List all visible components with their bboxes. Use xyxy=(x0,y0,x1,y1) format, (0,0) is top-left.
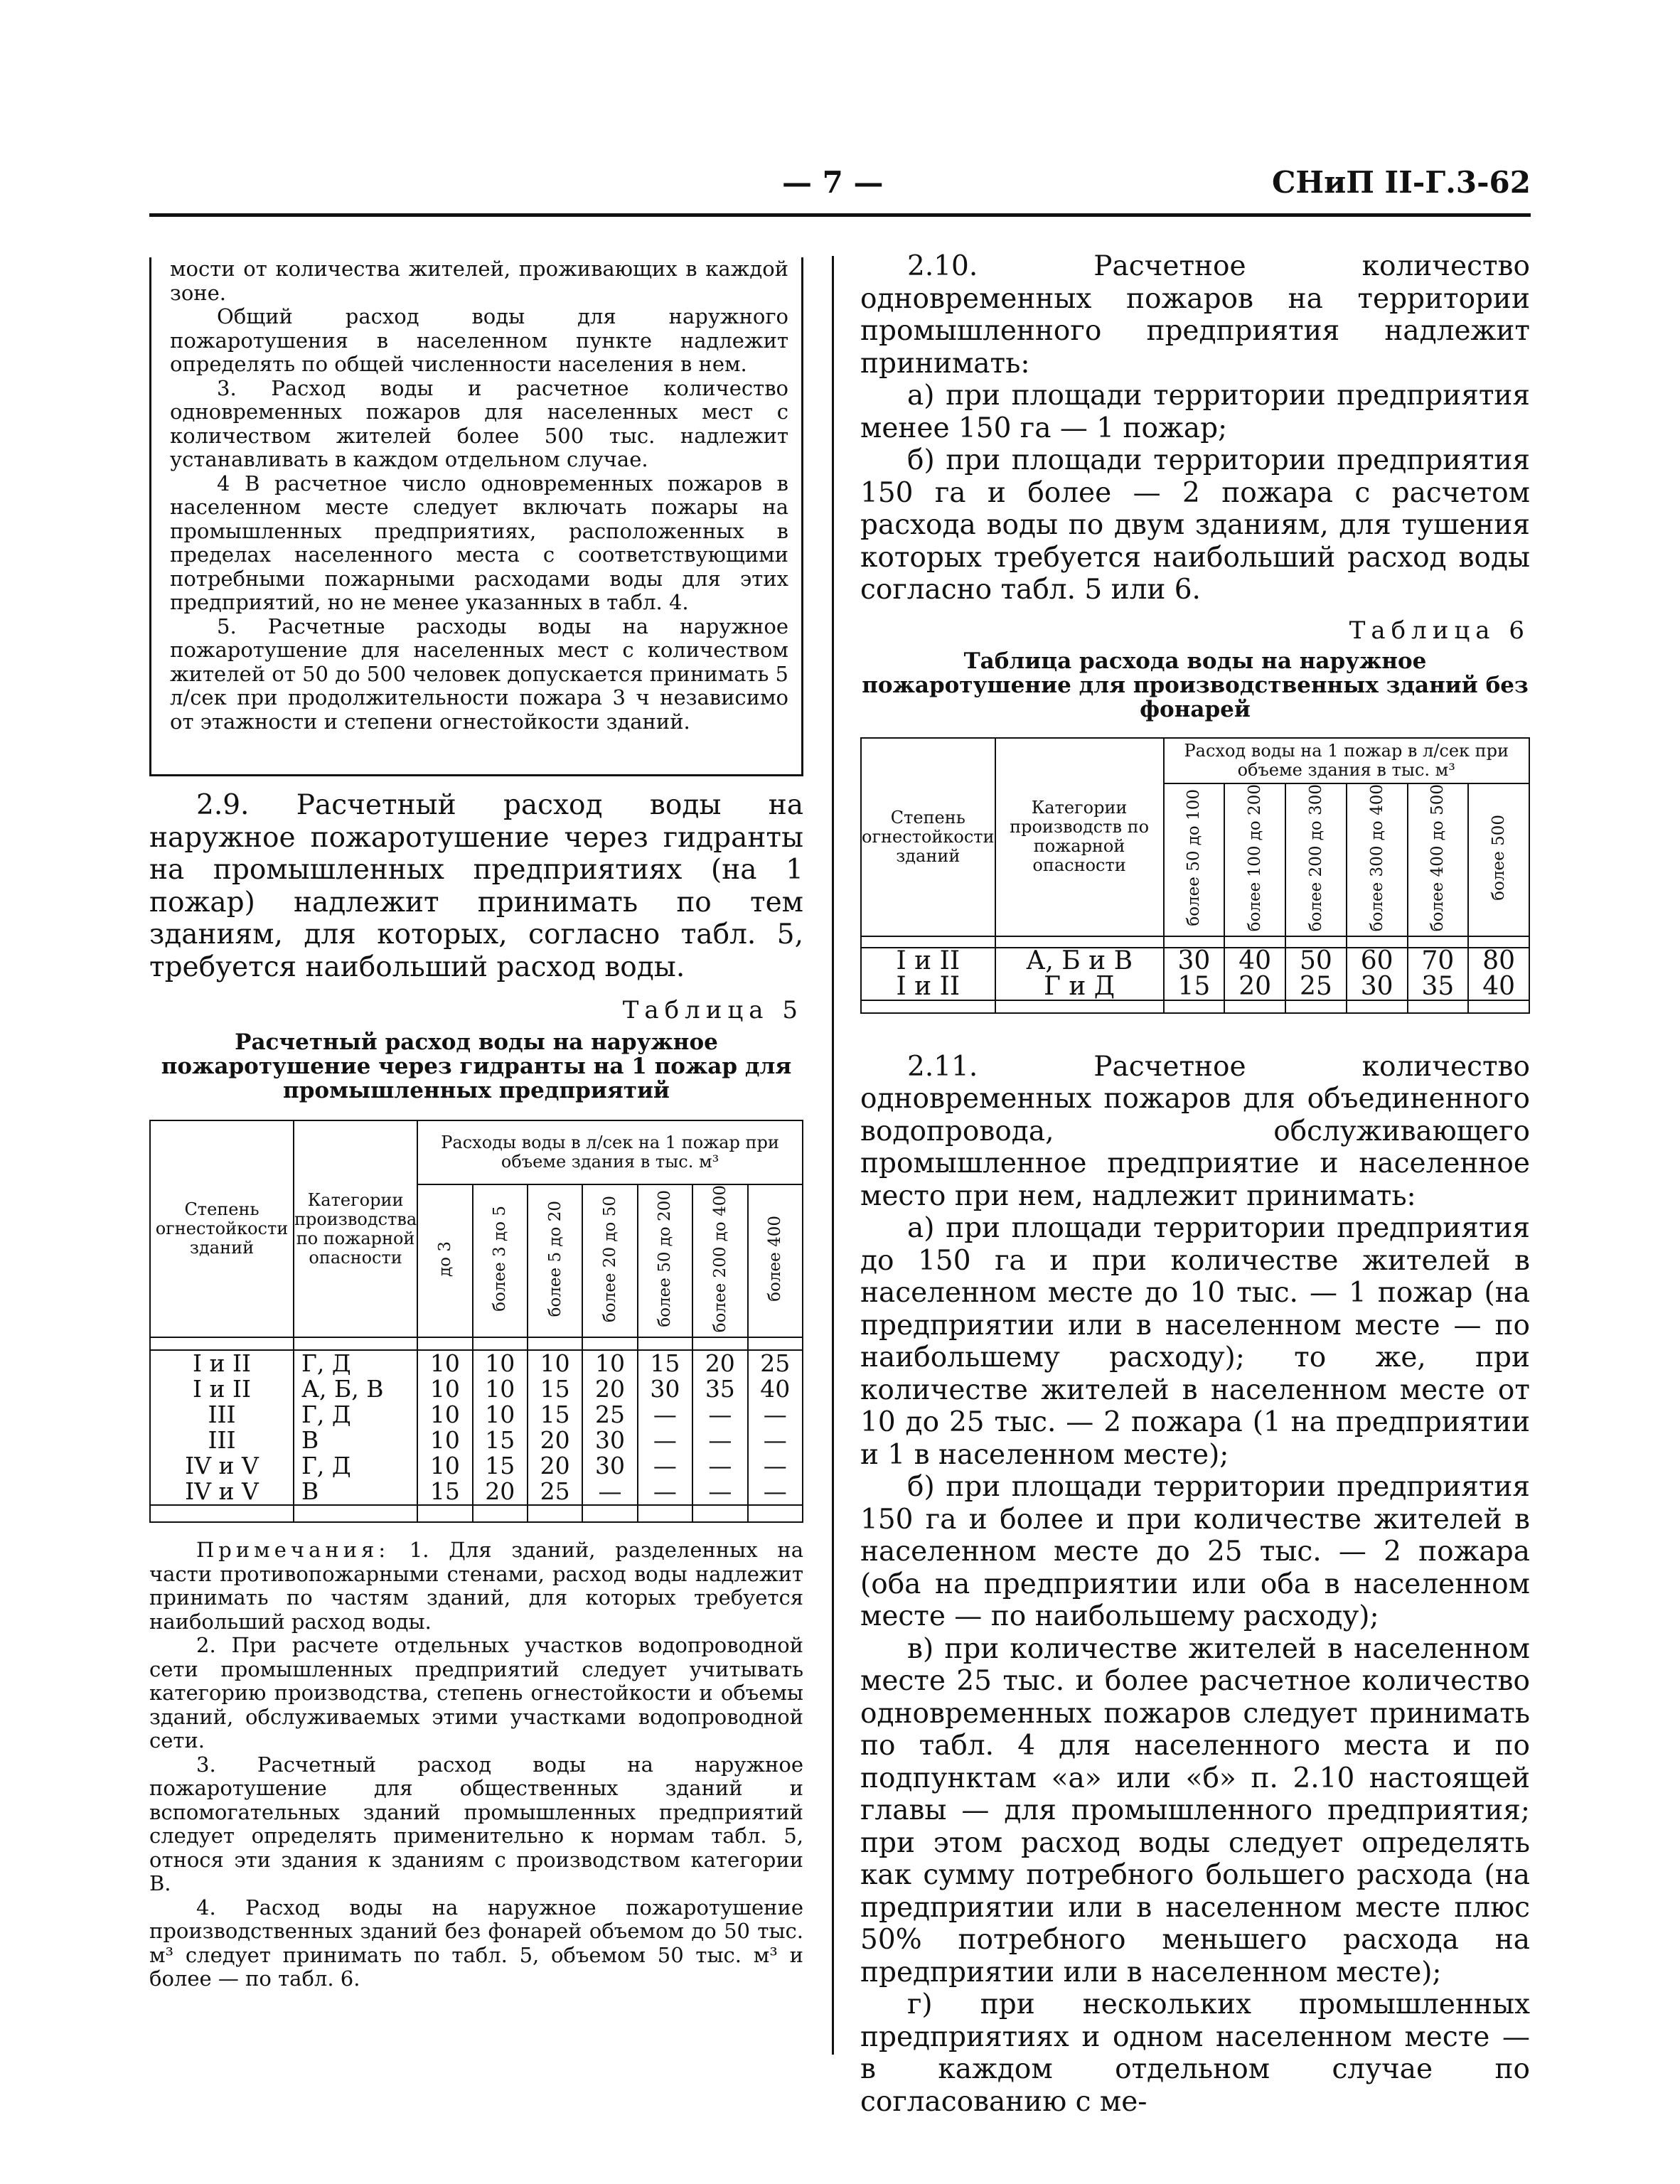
table5-subcol-label: более 400 xyxy=(766,1216,785,1302)
right-column xyxy=(860,250,1530,2118)
table6-cell-value: 15 xyxy=(1164,974,1225,1000)
table6-subcol-label: более 100 до 200 xyxy=(1246,783,1265,931)
table6-cell-value: 25 xyxy=(1285,974,1347,1000)
table5-cell-degree: IV и V xyxy=(150,1479,294,1505)
table5-cell-category: А, Б, В xyxy=(294,1376,417,1402)
paragraph-2-11-d: г) при нескольких промышленных предприятиях и одном населенном месте — в каждом отдельном случае по согласованию с ме- xyxy=(860,1988,1530,2118)
column-divider xyxy=(832,256,834,2055)
table6-cell-degree: I и II xyxy=(861,974,995,1000)
table5-subcol-label: более 3 до 5 xyxy=(491,1206,510,1312)
table5-cell-value: — xyxy=(748,1428,803,1453)
table5-cell-degree: IV и V xyxy=(150,1453,294,1479)
table6-cell-category: Г и Д xyxy=(995,974,1164,1000)
table5-cell-value: 15 xyxy=(473,1428,528,1453)
table5-cell-value: 10 xyxy=(417,1402,472,1428)
table6-cell-value: 30 xyxy=(1164,948,1225,974)
table5-cell-value: 25 xyxy=(582,1402,637,1428)
note-4: 4. Расход воды на наружное пожаротушение производственных зданий без фонарей объемом до 50 тыс. м³ следует принимать по табл. 5, объемом 50 тыс. м³ и более — по табл. 6. xyxy=(149,1895,803,1991)
table5-notes xyxy=(149,1538,803,1991)
box-paragraph: 4 В расчетное число одновременных пожаров в населенном месте следует включать пожары на промышленных предприятиях, расположенных в пределах населенного места с соответствующими потребными пожарными расходами воды для этих предприятий, но не менее указанных в табл. 4. xyxy=(170,471,788,614)
note-2: 2. При расчете отдельных участков водопроводной сети промышленных предприятий следует учитывать категорию производства, степень огнестойкости и объемы зданий, обслуживаемых этими участками водопроводной сети. xyxy=(149,1633,803,1753)
table6-cell-value: 40 xyxy=(1224,948,1285,974)
table5-subcol xyxy=(582,1184,637,1337)
table6-title: Таблица расхода воды на наружное пожаротушение для производственных зданий без фонарей xyxy=(862,648,1529,722)
table5-cell-value: — xyxy=(692,1428,747,1453)
table5-subcol-label: более 200 до 400 xyxy=(710,1185,729,1333)
table5-cell-degree: I и II xyxy=(150,1350,294,1376)
table5-subcol-label: более 20 до 50 xyxy=(601,1195,620,1322)
table5-cell-category: Г, Д xyxy=(294,1402,417,1428)
table6-subcol xyxy=(1408,783,1469,936)
table-5 xyxy=(149,1120,803,1523)
table6-cell-value: 40 xyxy=(1468,974,1529,1000)
table5-cell-value: 25 xyxy=(528,1479,582,1505)
table5-cell-value: — xyxy=(692,1479,747,1505)
table5-cell-value: — xyxy=(692,1453,747,1479)
table5-cell-value: 10 xyxy=(473,1350,528,1376)
page-number: — 7 — xyxy=(782,165,884,200)
table5-cell-value: 10 xyxy=(417,1428,472,1453)
table5-cell-value: 15 xyxy=(528,1376,582,1402)
table5-cell-value: 10 xyxy=(582,1350,637,1376)
table5-cell-value: 15 xyxy=(528,1402,582,1428)
table5-cell-category: В xyxy=(294,1428,417,1453)
table5-cell-value: 30 xyxy=(638,1376,692,1402)
table5-subcol xyxy=(417,1184,472,1337)
table6-col-group: Расход воды на 1 пожар в л/сек при объеме здания в тыс. м³ xyxy=(1164,738,1529,783)
header-rule xyxy=(149,213,1531,217)
paragraph-2-9: 2.9. Расчетный расход воды на наружное пожаротушение через гидранты на промышленных предприятиях (на 1 пожар) надлежит принимать по тем зданиям, для которых, согласно табл. 5, требуется наибольший расход воды. xyxy=(149,789,803,983)
table5-cell-value: 20 xyxy=(582,1376,637,1402)
table5-cell-value: 15 xyxy=(473,1453,528,1479)
table6-subcol-label: более 200 до 300 xyxy=(1306,783,1325,931)
paragraph-2-11-a: а) при площади территории предприятия до 150 га и при количестве жителей в населенном месте до 10 тыс. — 1 пожар (на предприятии или в населенном месте — по наибольшему расходу); то же, при количестве жителей в населенном месте от 10 до 25 тыс. — 2 пожара (1 на предприятии и 1 в населенном месте); xyxy=(860,1212,1530,1471)
table6-cell-value: 70 xyxy=(1408,948,1469,974)
table6-cell-category: А, Б и В xyxy=(995,948,1164,974)
table5-cell-value: — xyxy=(692,1402,747,1428)
table5-cell-category: Г, Д xyxy=(294,1350,417,1376)
table5-cell-value: — xyxy=(638,1402,692,1428)
table5-row xyxy=(150,1402,803,1428)
box-paragraph: 5. Расчетные расходы воды на наружное пожаротушение для населенных мест с количеством жителей от 50 до 500 человек допускается принимать 5 л/сек при продолжительности пожара 3 ч независимо от этажности и степени огнестойкости зданий. xyxy=(170,614,788,734)
table5-cell-value: — xyxy=(582,1479,637,1505)
table6-subcol-label: более 50 до 100 xyxy=(1184,788,1204,926)
table5-cell-value: 10 xyxy=(473,1402,528,1428)
paragraph-2-10: 2.10. Расчетное количество одновременных пожаров на территории промышленного предприятия надлежит принимать: xyxy=(860,250,1530,380)
table5-cell-value: 25 xyxy=(748,1350,803,1376)
table6-subcol xyxy=(1285,783,1347,936)
table5-subcol xyxy=(692,1184,747,1337)
table5-row xyxy=(150,1428,803,1453)
table5-cell-category: Г, Д xyxy=(294,1453,417,1479)
paragraph-2-11-b: б) при площади территории предприятия 150 га и более и при количестве жителей в населенном месте до 25 тыс. — 2 пожара (оба на предприятии или оба в населенном месте — по наибольшему расходу); xyxy=(860,1471,1530,1633)
table6-caption: Таблица 6 xyxy=(1349,616,1530,645)
table5-caption: Таблица 5 xyxy=(622,996,803,1024)
table6-subcol-label: более 500 xyxy=(1489,814,1509,901)
table5-cell-value: — xyxy=(748,1479,803,1505)
table6-subcol xyxy=(1468,783,1529,936)
table5-col-category: Категории производства по пожарной опасности xyxy=(294,1120,417,1337)
table5-cell-value: 35 xyxy=(692,1376,747,1402)
table5-row xyxy=(150,1453,803,1479)
table5-cell-value: 30 xyxy=(582,1428,637,1453)
table6-row xyxy=(861,974,1529,1000)
table5-subcol-label: более 5 до 20 xyxy=(545,1200,565,1317)
table5-cell-value: 10 xyxy=(417,1376,472,1402)
table5-cell-degree: III xyxy=(150,1402,294,1428)
table5-row xyxy=(150,1350,803,1376)
table5-subcol-label: более 50 до 200 xyxy=(656,1190,675,1327)
box-paragraph: 3. Расход воды и расчетное количество одновременных пожаров для населенных мест с количеством жителей более 500 тыс. надлежит устанавливать в каждом отдельном случае. xyxy=(170,375,788,471)
box-paragraph: Общий расход воды для наружного пожаротушения в населенном пункте надлежит определять по общей численности населения в нем. xyxy=(170,304,788,376)
table6-subcol-label: более 300 до 400 xyxy=(1367,783,1386,931)
paragraph-2-10-b: б) при площади территории предприятия 150 га и более — 2 пожара с расчетом расхода воды по двум зданиям, для тушения которых требуется наибольший расход воды согласно табл. 5 или 6. xyxy=(860,444,1530,606)
table5-subcol-label: до 3 xyxy=(435,1241,454,1277)
table5-cell-value: 10 xyxy=(473,1376,528,1402)
table5-cell-value: 30 xyxy=(582,1453,637,1479)
table5-cell-value: 20 xyxy=(528,1453,582,1479)
table5-cell-degree: III xyxy=(150,1428,294,1453)
table5-row xyxy=(150,1479,803,1505)
table-6 xyxy=(860,737,1530,1014)
table6-row xyxy=(861,948,1529,974)
table6-subcol-label: более 400 до 500 xyxy=(1428,783,1448,931)
table6-col-category: Категории производств по пожарной опасности xyxy=(995,738,1164,936)
table5-cell-value: 15 xyxy=(417,1479,472,1505)
table6-cell-value: 50 xyxy=(1285,948,1347,974)
table5-col-degree: Степень огнестойкости зданий xyxy=(150,1120,294,1337)
table6-cell-degree: I и II xyxy=(861,948,995,974)
paragraph-2-11: 2.11. Расчетное количество одновременных пожаров для объединенного водопровода, обслуживающего промышленное предприятие и населенное место при нем, надлежит принимать: xyxy=(860,1050,1530,1212)
table6-cell-value: 60 xyxy=(1347,948,1408,974)
note-3: 3. Расчетный расход воды на наружное пожаротушение для общественных зданий и вспомогательных зданий промышленных предприятий следует определять применительно к нормам табл. 5, относя эти здания к зданиям с производством категории В. xyxy=(149,1752,803,1896)
table6-subcol xyxy=(1164,783,1225,936)
table5-cell-value: 10 xyxy=(417,1350,472,1376)
table6-cell-value: 30 xyxy=(1347,974,1408,1000)
table5-cell-category: В xyxy=(294,1479,417,1505)
table6-cell-value: 80 xyxy=(1468,948,1529,974)
table5-cell-value: 15 xyxy=(638,1350,692,1376)
notes-label: Примечания: xyxy=(196,1538,390,1563)
table5-cell-value: — xyxy=(638,1479,692,1505)
left-column xyxy=(149,789,803,1991)
table5-subcol xyxy=(638,1184,692,1337)
table5-cell-degree: I и II xyxy=(150,1376,294,1402)
table5-title: Расчетный расход воды на наружное пожаротушение через гидранты на 1 пожар для промышленных предприятий xyxy=(161,1029,792,1103)
table5-cell-value: 20 xyxy=(692,1350,747,1376)
document-code: СНиП II-Г.3-62 xyxy=(1272,165,1531,200)
box-paragraph: мости от количества жителей, проживающих в каждой зоне. xyxy=(170,257,788,305)
table5-cell-value: — xyxy=(748,1453,803,1479)
paragraph-2-10-a: а) при площади территории предприятия менее 150 га — 1 пожар; xyxy=(860,380,1530,444)
note-1: 1. Для зданий, разделенных на части противопожарными стенами, расход воды надлежит принимать по частям зданий, для которых требуется наибольший расход воды. xyxy=(149,1538,803,1634)
table6-subcol xyxy=(1224,783,1285,936)
table5-cell-value: 10 xyxy=(417,1453,472,1479)
table5-row xyxy=(150,1376,803,1402)
table5-cell-value: 20 xyxy=(473,1479,528,1505)
table6-col-degree: Степень огнестойкости зданий xyxy=(861,738,995,936)
table5-subcol xyxy=(473,1184,528,1337)
table6-subcol xyxy=(1347,783,1408,936)
boxed-notes xyxy=(149,257,803,776)
table6-cell-value: 35 xyxy=(1408,974,1469,1000)
table5-cell-value: 20 xyxy=(528,1428,582,1453)
table5-subcol xyxy=(748,1184,803,1337)
table5-subcol xyxy=(528,1184,582,1337)
paragraph-2-11-c: в) при количестве жителей в населенном месте 25 тыс. и более расчетное количество одновременных пожаров следует принимать по табл. 4 для населенного места и по подпунктам «а» или «б» п. 2.10 настоящей главы — для промышленного предприятия; при этом расход воды следует определять как сумму потребного большего расхода (на предприятии или в населенном месте плюс 50% потребного меньшего расхода на предприятии или в населенном месте); xyxy=(860,1632,1530,1988)
table5-cell-value: — xyxy=(638,1428,692,1453)
table5-cell-value: — xyxy=(748,1402,803,1428)
table5-cell-value: 10 xyxy=(528,1350,582,1376)
table6-cell-value: 20 xyxy=(1224,974,1285,1000)
table5-cell-value: — xyxy=(638,1453,692,1479)
table5-cell-value: 40 xyxy=(748,1376,803,1402)
table5-col-group: Расходы воды в л/сек на 1 пожар при объеме здания в тыс. м³ xyxy=(417,1120,803,1184)
